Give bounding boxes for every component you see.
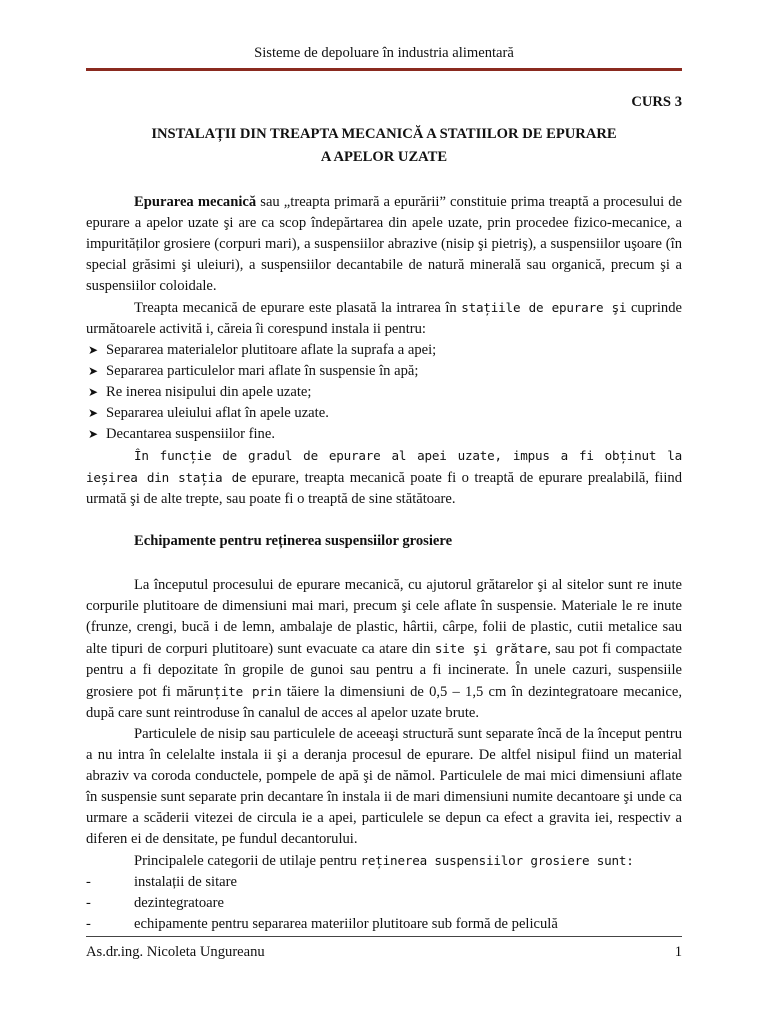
paragraph-2 [86,297,682,340]
dash-bullet: - [86,916,91,932]
title-line-2: A APELOR UZATE [320,149,448,165]
arrow-bullet-icon: ➤ [88,385,99,399]
para2-text-a: Treapta mecanică de epurare este plasată la intrarea în [134,300,462,316]
list-item [86,361,682,382]
intro-text: sau „treapta primară a epurării” constituie prima treaptă a procesului de epurare a apelor uzate şi are ca scop îndepărtarea din apele uzate, prin procedee fizico-mecanice, a impurităților grosiere (corpuri mari), a suspensiilor abrazive (nisip şi pietriş), a suspensiilor uşoare (în special grăsimi şi uleiuri), a suspensiilor decantabile de natură minerală sau organică, precum şi a suspensiilor coloidale. [86,194,682,294]
title-line-1: INSTALAȚII DIN TREAPTA MECANICĂ A STATIILOR DE EPURARE [151,126,617,142]
list-item-text: Re inerea nisipului din apele uzate; [106,384,312,400]
document-title [86,123,682,169]
para4-text-c: , sau pot fi compactate pentru a fi depozitate în gropile de gunoi sau pentru a fi incinerate. În unele cazuri, suspensiile grosiere pot fi mărun [86,641,682,700]
page-number: 1 [674,944,682,960]
dash-bullet: - [86,874,91,890]
para3-text-a: În funcție de gradul de epurare al apei uzate, impus a fi obținut la ieșirea din stația de [86,448,682,485]
paragraph-5: Particulele de nisip sau particulele de aceeaşi structură sunt separate încă de la început pentru a nu intra în celelalte instala ii şi a deranja procesul de epurare. De altfel nisipul fiind un material abraziv va coroda conductele, pompele de apă şi de nămol. Particulele de mai mici dimensiuni aflate în suspensie sunt separate prin decantare în instala ii de mari dimensiuni numite decantoare şi unde ca urmare a scăderii vitezei de circula ie a apei, particulele se depun ca efect a gravita iei, respectiv a diferen ei de densitate, pe fundul decantorului. [86,726,682,847]
arrow-bullet-icon: ➤ [88,364,99,378]
section-heading: Echipamente pentru reținerea suspensiilor grosiere [134,533,453,549]
document-body [86,92,682,935]
arrow-bullet-icon: ➤ [88,406,99,420]
list-item-text: Decantarea suspensiilor fine. [106,426,275,442]
list-item [86,893,682,914]
footer-divider [86,936,682,937]
para4-text-e: tăiere la dimensiuni de 0,5 – 1,5 cm în dezintegratoare mecanice, după care sunt reintroduse în canalul de acces al apelor uzate brute. [86,684,682,721]
para6-text-b: reținerea suspensiilor grosiere sunt: [360,853,634,868]
list-item-text: instalații de sitare [134,874,237,890]
list-item-text: echipamente pentru separarea materiilor plutitoare sub formă de peliculă [134,916,558,932]
arrow-bullet-icon: ➤ [88,343,99,357]
list-item [86,872,682,893]
para4-text-a: La începutul procesului de epurare mecanică, cu ajutorul grătarelor şi al sitelor sunt re inute corpurile plutitoare de dimensiuni mai mari, precum şi cele aflate în suspensie. Materiale le re inute (frunze, crengi, bucă i de lemn, ambalaje de plastic, hârtii, cârpe, folii de plastic, cutii metalice sau alte tipuri de corpuri plutitoare) sunt evacuate ca atare din [86,577,682,657]
list-item-text: Separarea materialelor plutitoare aflate la suprafa a apei; [106,342,437,358]
para4-text-d: țite prin [213,684,282,699]
paragraph-6 [86,850,682,872]
footer-author: As.dr.ing. Nicoleta Ungureanu [86,944,265,960]
para3-text-b: epurare, treapta mecanică poate fi o treaptă de epurare prealabilă, fiind urmată şi de alte trepte, sau poate fi o treaptă de sine stătătoare. [86,470,682,507]
categories-list [86,872,682,935]
list-item [86,424,682,445]
page-header: Sisteme de depoluare în industria alimentară [254,45,514,61]
list-item [86,340,682,361]
para4-text-b: site şi grătare [434,641,548,656]
list-item [86,403,682,424]
para2-text-c: cuprinde următoarele activită i, căreia îi corespund instala ii pentru: [86,300,682,337]
paragraph-3 [86,445,682,510]
dash-bullet: - [86,895,91,911]
para2-text-b: stațiile de epurare şi [461,300,627,315]
list-item-text: Separarea uleiului aflat în apele uzate. [106,405,329,421]
header-divider [86,68,682,71]
course-number: CURS 3 [631,94,682,110]
paragraph-4 [86,575,682,724]
arrow-bullet-icon: ➤ [88,427,99,441]
list-item [86,382,682,403]
intro-bold-term: Epurarea mecanică [134,194,257,210]
list-item-text: dezintegratoare [134,895,224,911]
para6-text-a: Principalele categorii de utilaje pentru [134,853,361,869]
intro-paragraph [86,192,682,297]
activities-list [86,340,682,445]
list-item-text: Separarea particulelor mari aflate în suspensie în apă; [106,363,419,379]
list-item [86,914,682,935]
